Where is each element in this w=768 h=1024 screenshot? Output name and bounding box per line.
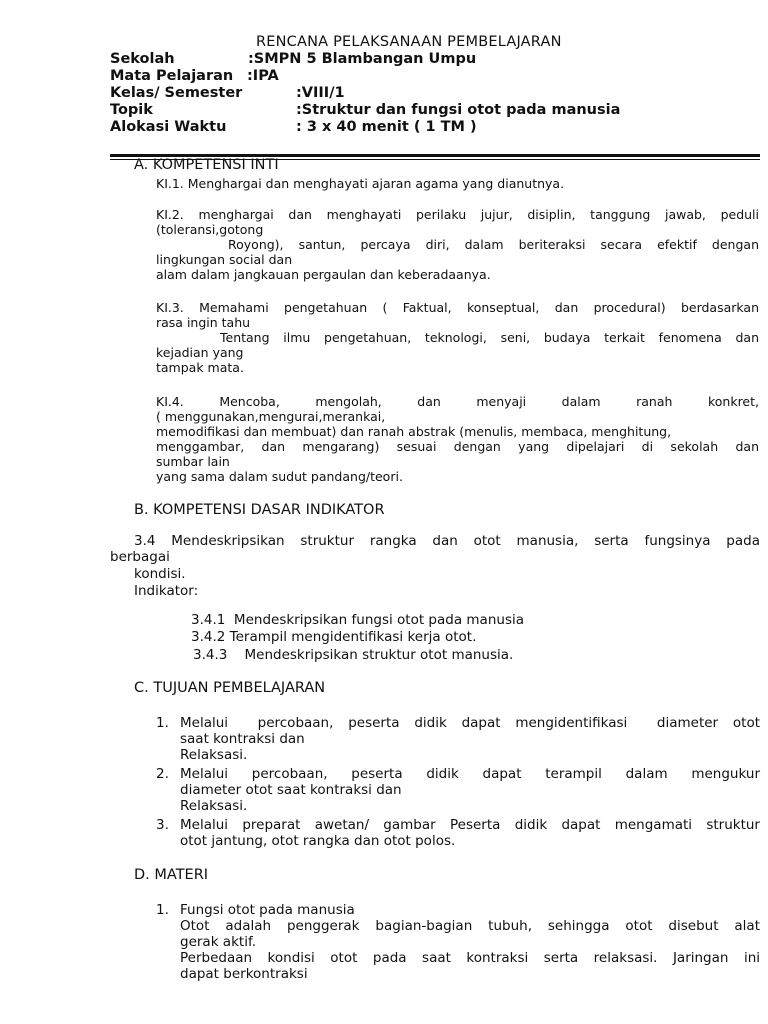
objective-item: [156, 715, 760, 763]
ki1-label: KI.1.: [156, 176, 184, 191]
header-label: Mata Pelajaran: [110, 68, 234, 84]
ki2-line: KI.2. menghargai dan menghayati perilaku jujur, disiplin, tanggung jawab, peduli: [156, 207, 759, 222]
materi-item: [156, 902, 760, 982]
objective-line: Melalui preparat awetan/ gambar Peserta didik dapat mengamati struktur: [180, 817, 760, 833]
header-label: Alokasi Waktu: [110, 119, 227, 135]
ki2-line: alam dalam jangkauan pergaulan dan keberadaanya.: [156, 267, 491, 282]
header-label: Topik: [110, 102, 153, 118]
indicator-item: 3.4.3 Mendeskripsikan struktur otot manusia.: [193, 647, 514, 663]
section-d-heading: D. MATERI: [134, 867, 209, 883]
ki4-line: ( menggunakan,mengurai,merankai,: [156, 409, 386, 424]
kd-line: 3.4 Mendeskripsikan struktur rangka dan otot manusia, serta fungsinya pada: [134, 533, 760, 549]
ki1-paragraph: [156, 176, 759, 191]
section-b-heading: B. KOMPETENSI DASAR INDIKATOR: [134, 502, 385, 518]
ki4-line: yang sama dalam sudut pandang/teori.: [156, 469, 403, 484]
ki2-line: lingkungan social dan: [156, 252, 293, 267]
ki2-paragraph: [156, 207, 759, 282]
objective-line: Melalui percobaan, peserta didik dapat mengidentifikasi diameter otot: [180, 715, 760, 731]
section-c-heading: C. TUJUAN PEMBELAJARAN: [134, 680, 326, 696]
ki4-line: sumbar lain: [156, 454, 230, 469]
kd-line: berbagai: [110, 549, 170, 565]
header-value: :Struktur dan fungsi otot pada manusia: [296, 102, 621, 118]
ki3-paragraph: [156, 300, 759, 375]
document-title: RENCANA PELAKSANAAN PEMBELAJARAN: [256, 34, 562, 50]
objective-line: Relaksasi.: [180, 747, 248, 763]
materi-title: Fungsi otot pada manusia: [180, 902, 355, 918]
objective-line: otot jantung, otot rangka dan otot polos.: [180, 833, 456, 849]
header-value: : 3 x 40 menit ( 1 TM ): [296, 119, 477, 135]
objective-number: 1.: [156, 715, 169, 731]
ki4-line: menggambar, dan mengarang) sesuai dengan yang dipelajari di sekolah dan: [156, 439, 759, 454]
objective-number: 3.: [156, 817, 169, 833]
ki3-line: kejadian yang: [156, 345, 244, 360]
section-a-heading: A. KOMPETENSI INTI: [134, 157, 279, 173]
objective-item: [156, 817, 760, 849]
ki4-paragraph: [156, 394, 759, 484]
objective-line: Melalui percobaan, peserta didik dapat terampil dalam mengukur: [180, 766, 760, 782]
ki4-line: memodifikasi dan membuat) dan ranah abstrak (menulis, membaca, menghitung,: [156, 424, 672, 439]
materi-line: dapat berkontraksi: [180, 966, 308, 982]
objective-line: saat kontraksi dan: [180, 731, 305, 747]
materi-line: Perbedaan kondisi otot pada saat kontraksi serta relaksasi. Jaringan ini: [180, 950, 760, 966]
ki3-line: tampak mata.: [156, 360, 244, 375]
objective-line: diameter otot saat kontraksi dan: [180, 782, 402, 798]
kd-line: kondisi.: [134, 566, 186, 582]
ki2-line: Royong), santun, percaya diri, dalam beriteraksi secara efektif dengan: [228, 237, 759, 252]
indicator-item: 3.4.1 Mendeskripsikan fungsi otot pada manusia: [191, 612, 524, 628]
indikator-label-text: Indikator: [134, 583, 194, 599]
materi-line: Otot adalah penggerak bagian-bagian tubuh, sehingga otot disebut alat: [180, 918, 760, 934]
indicator-item: 3.4.2 Terampil mengidentifikasi kerja otot.: [191, 629, 477, 645]
header-value: :SMPN 5 Blambangan Umpu: [248, 51, 477, 67]
header-value: :VIII/1: [296, 85, 345, 101]
indikator-label: [134, 583, 198, 599]
materi-number: 1.: [156, 902, 169, 918]
header-value: :IPA: [247, 68, 279, 84]
ki3-line: rasa ingin tahu: [156, 315, 251, 330]
ki1-text: Menghargai dan menghayati ajaran agama yang dianutnya.: [183, 176, 565, 191]
objective-number: 2.: [156, 766, 169, 782]
indikator-colon: :: [193, 583, 199, 599]
objective-line: Relaksasi.: [180, 798, 248, 814]
ki2-line: (toleransi,gotong: [156, 222, 264, 237]
materi-line: gerak aktif.: [180, 934, 257, 950]
objective-item: [156, 766, 760, 814]
ki4-line: KI.4. Mencoba, mengolah, dan menyaji dalam ranah konkret,: [156, 394, 759, 409]
ki3-line: KI.3. Memahami pengetahuan ( Faktual, konseptual, dan procedural) berdasarkan: [156, 300, 759, 315]
header-label: Sekolah: [110, 51, 175, 67]
header-label: Kelas/ Semester: [110, 85, 243, 101]
ki3-line: Tentang ilmu pengetahuan, teknologi, seni, budaya terkait fenomena dan: [220, 330, 759, 345]
